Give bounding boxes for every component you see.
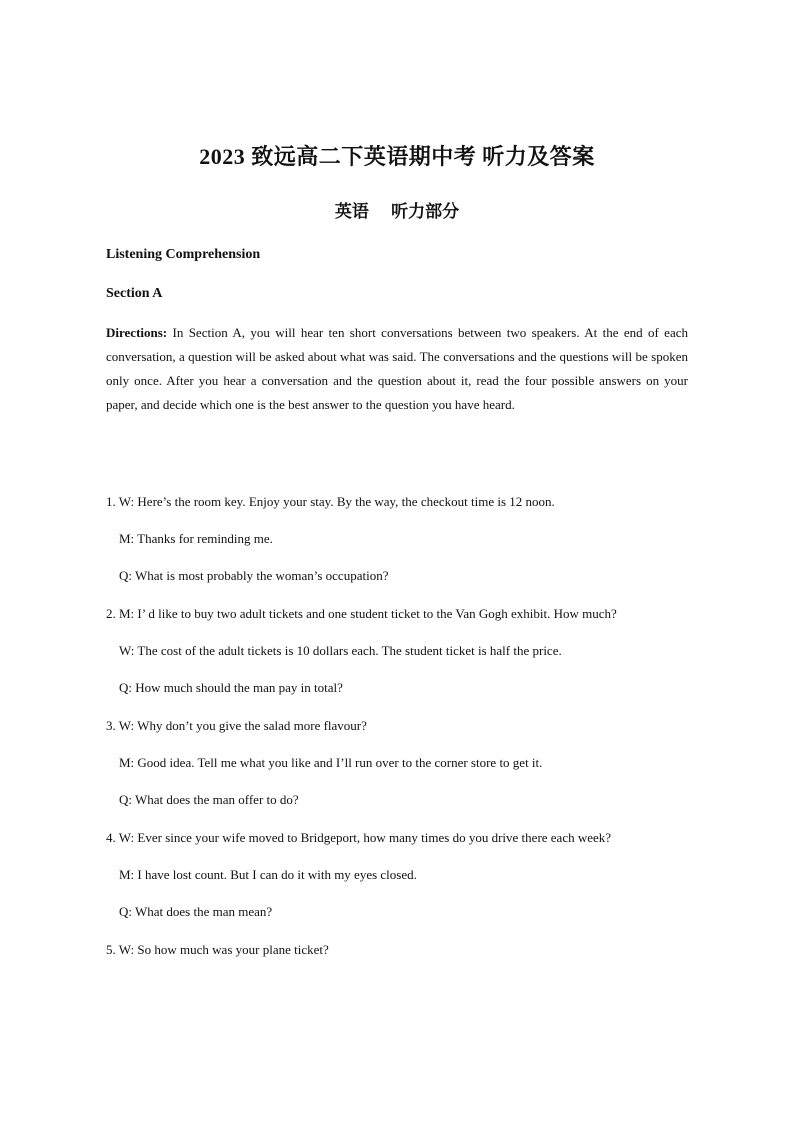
- directions-label: Directions:: [106, 325, 168, 340]
- conversation-1-question: Q: What is most probably the woman’s occupation?: [119, 568, 389, 583]
- listening-comprehension-heading: Listening Comprehension: [106, 247, 261, 262]
- conversation-4-question: Q: What does the man mean?: [119, 904, 273, 919]
- conversation-4-line-2: M: I have lost count. But I can do it with my eyes closed.: [119, 867, 417, 882]
- conversation-3-line-1: 3. W: Why don’t you give the salad more flavour?: [106, 718, 367, 733]
- conversation-4-line-1: 4. W: Ever since your wife moved to Bridgeport, how many times do you drive there each week?: [106, 830, 612, 845]
- conversation-5-line-1: 5. W: So how much was your plane ticket?: [106, 942, 329, 957]
- directions-paragraph: [106, 321, 688, 417]
- conversation-2-line-2: W: The cost of the adult tickets is 10 dollars each. The student ticket is half the price.: [119, 643, 562, 658]
- conversation-3-question: Q: What does the man offer to do?: [119, 792, 299, 807]
- document-title: 2023 致远高二下英语期中考 听力及答案: [199, 144, 595, 169]
- conversation-2-question: Q: How much should the man pay in total?: [119, 680, 343, 695]
- conversation-1-line-2: M: Thanks for reminding me.: [119, 531, 273, 546]
- document-subtitle: 英语 听力部分: [334, 202, 460, 221]
- section-a-heading: Section A: [106, 286, 163, 301]
- directions-text: In Section A, you will hear ten short conversations between two speakers. At the end of each conversation, a question will be asked about what was said. The conversations and the questions will be spoken only once. After you hear a conversation and the question about it, read the four possible answers on your paper, and decide which one is the best answer to the question you have heard.: [106, 325, 688, 412]
- conversation-3-line-2: M: Good idea. Tell me what you like and I’ll run over to the corner store to get it.: [119, 755, 543, 770]
- conversation-2-line-1: 2. M: I’ d like to buy two adult tickets and one student ticket to the Van Gogh exhibit. How much?: [106, 606, 617, 621]
- conversation-1-line-1: 1. W: Here’s the room key. Enjoy your stay. By the way, the checkout time is 12 noon.: [106, 494, 555, 509]
